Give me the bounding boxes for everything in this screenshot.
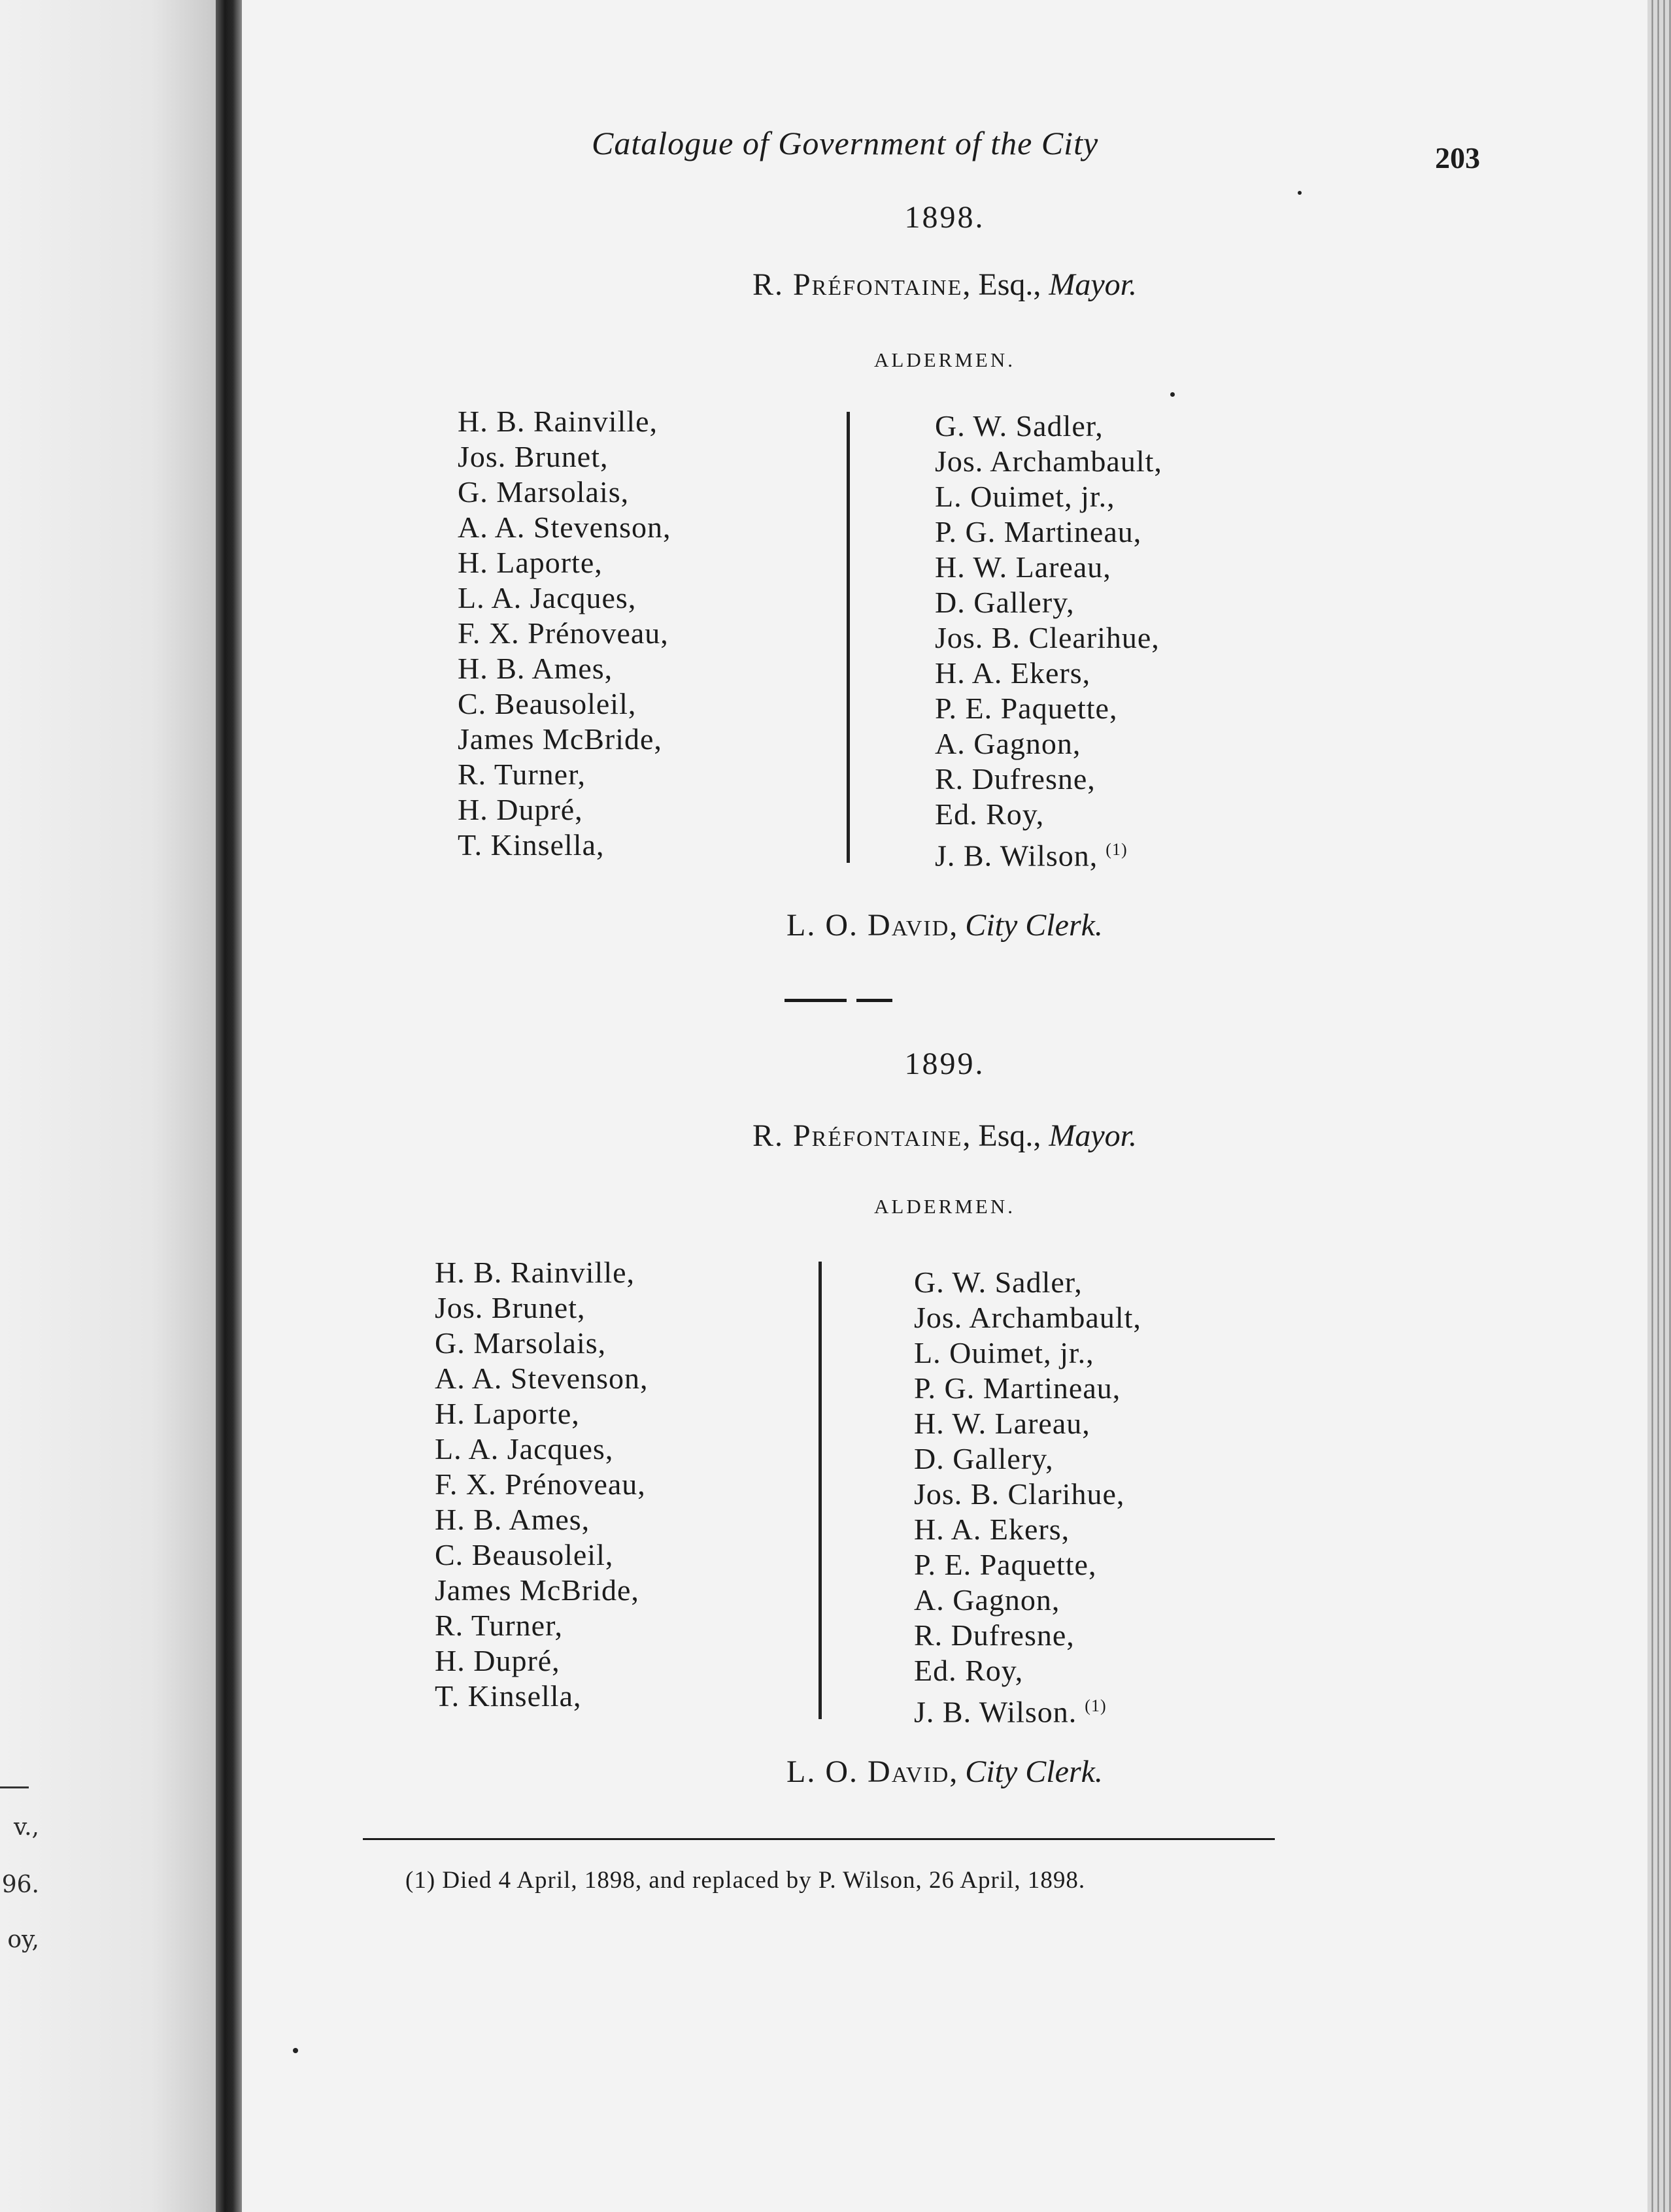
- footnote-rule: [363, 1838, 1275, 1840]
- mayor-role: Mayor.: [1049, 267, 1138, 302]
- aldermen-heading: ALDERMEN.: [874, 1195, 1015, 1218]
- mayor-role: Mayor.: [1049, 1118, 1138, 1153]
- mayor-line: [242, 267, 1647, 303]
- alderman-name-text: H. A. Ekers,: [935, 656, 1091, 690]
- alderman-name: [914, 1547, 1141, 1583]
- alderman-name: [914, 1300, 1141, 1335]
- clerk-name: L. O. David: [786, 908, 950, 943]
- section-separator: [785, 999, 847, 1002]
- alderman-name: [935, 691, 1162, 726]
- alderman-name: [914, 1512, 1141, 1547]
- alderman-name: C. Beausoleil,: [458, 687, 637, 720]
- mayor-name: R. Préfontaine: [752, 1118, 963, 1153]
- alderman-name: C. Beausoleil,: [435, 1538, 614, 1571]
- left-page-rule: [0, 1786, 29, 1788]
- alderman-name-text: Jos. Archambault,: [914, 1301, 1141, 1334]
- aldermen-heading: ALDERMEN.: [874, 348, 1015, 371]
- alderman-name: [935, 797, 1162, 832]
- alderman-name: [935, 585, 1162, 620]
- alderman-name-text: H. A. Ekers,: [914, 1513, 1070, 1546]
- mayor-name: R. Préfontaine: [752, 267, 963, 302]
- clerk-sep: ,: [949, 1754, 966, 1789]
- alderman-name: H. B. Ames,: [435, 1503, 590, 1536]
- alderman-name-text: H. W. Lareau,: [935, 550, 1111, 584]
- alderman-name: [935, 656, 1162, 691]
- left-page-fragment: 96.: [1, 1871, 39, 1898]
- alderman-name: [914, 1583, 1141, 1618]
- page-edges: [1647, 0, 1671, 2212]
- column-divider: [819, 1262, 822, 1719]
- clerk-line: [242, 907, 1647, 943]
- alderman-name: G. Marsolais,: [458, 475, 630, 509]
- footnote: (1) Died 4 April, 1898, and replaced by P. Wilson, 26 April, 1898.: [405, 1867, 1086, 1894]
- alderman-name: [914, 1653, 1141, 1688]
- aldermen-right-column: [935, 409, 1162, 873]
- alderman-name: T. Kinsella,: [458, 828, 605, 862]
- alderman-name-text: R. Dufresne,: [914, 1618, 1075, 1652]
- alderman-name-text: G. W. Sadler,: [935, 409, 1104, 443]
- aldermen-left-column: [435, 1255, 649, 1714]
- clerk-role: City Clerk.: [965, 1754, 1103, 1789]
- clerk-name: L. O. David: [786, 1754, 950, 1789]
- footnote-mark: (1): [1106, 840, 1128, 859]
- alderman-name: [935, 444, 1162, 479]
- book-gutter: [216, 0, 242, 2212]
- alderman-name: H. Laporte,: [435, 1397, 580, 1430]
- alderman-name: [935, 479, 1162, 514]
- alderman-name-text: Ed. Roy,: [914, 1654, 1024, 1687]
- alderman-name-text: J. B. Wilson,: [935, 839, 1098, 873]
- alderman-name-text: D. Gallery,: [935, 586, 1075, 619]
- alderman-name-text: D. Gallery,: [914, 1442, 1054, 1475]
- alderman-name-text: J. B. Wilson.: [914, 1695, 1077, 1729]
- alderman-name: H. Dupré,: [458, 793, 583, 826]
- alderman-name: G. Marsolais,: [435, 1326, 607, 1360]
- alderman-name: H. B. Rainville,: [458, 405, 658, 438]
- alderman-name: [914, 1618, 1141, 1653]
- alderman-name-text: Jos. B. Clarihue,: [914, 1477, 1125, 1511]
- alderman-name: Jos. Brunet,: [458, 440, 609, 473]
- alderman-name: [935, 550, 1162, 585]
- page-number: 203: [1435, 141, 1480, 175]
- alderman-name-text: H. W. Lareau,: [914, 1407, 1090, 1440]
- ink-speck: [293, 2048, 298, 2053]
- alderman-name: R. Turner,: [458, 758, 586, 791]
- ink-speck: [1170, 392, 1175, 397]
- alderman-name: [935, 726, 1162, 762]
- alderman-name-text: Jos. B. Clearihue,: [935, 621, 1160, 654]
- column-divider: [847, 412, 850, 863]
- alderman-name-text: Jos. Archambault,: [935, 444, 1162, 478]
- alderman-name: R. Turner,: [435, 1609, 564, 1642]
- alderman-name: [935, 514, 1162, 550]
- alderman-name: James McBride,: [458, 722, 662, 756]
- alderman-name-text: P. E. Paquette,: [914, 1548, 1097, 1581]
- alderman-name: L. A. Jacques,: [458, 581, 637, 614]
- alderman-name: [914, 1265, 1141, 1300]
- alderman-name-text: R. Dufresne,: [935, 762, 1096, 796]
- alderman-name: H. Laporte,: [458, 546, 603, 579]
- footnote-mark: (1): [1085, 1696, 1107, 1715]
- alderman-name: [914, 1688, 1141, 1730]
- mayor-title: , Esq.,: [962, 1118, 1049, 1153]
- alderman-name: [914, 1477, 1141, 1512]
- running-head: Catalogue of Government of the City: [592, 125, 1099, 161]
- ink-speck: [1298, 191, 1302, 195]
- alderman-name: A. A. Stevenson,: [458, 511, 671, 544]
- section-year: 1898.: [904, 200, 985, 235]
- aldermen-right-column: [914, 1265, 1141, 1730]
- alderman-name-text: P. G. Martineau,: [935, 515, 1142, 548]
- alderman-name: [935, 620, 1162, 656]
- alderman-name-text: G. W. Sadler,: [914, 1265, 1083, 1299]
- alderman-name: [935, 409, 1162, 444]
- alderman-name-text: A. Gagnon,: [914, 1583, 1060, 1617]
- alderman-name: F. X. Prénoveau,: [458, 616, 669, 650]
- section-year: 1899.: [904, 1047, 985, 1081]
- aldermen-left-column: [458, 404, 671, 863]
- alderman-name: H. B. Ames,: [458, 652, 613, 685]
- alderman-name: [935, 832, 1162, 873]
- clerk-line: [242, 1754, 1647, 1790]
- left-page-fragment: v.,: [14, 1814, 39, 1841]
- alderman-name-text: A. Gagnon,: [935, 727, 1081, 760]
- alderman-name: A. A. Stevenson,: [435, 1362, 649, 1395]
- alderman-name: T. Kinsella,: [435, 1679, 582, 1713]
- clerk-role: City Clerk.: [965, 908, 1103, 943]
- alderman-name: H. B. Rainville,: [435, 1256, 635, 1289]
- alderman-name: [914, 1335, 1141, 1371]
- alderman-name: Jos. Brunet,: [435, 1291, 586, 1324]
- alderman-name: [935, 762, 1162, 797]
- alderman-name: F. X. Prénoveau,: [435, 1467, 646, 1501]
- alderman-name: L. A. Jacques,: [435, 1432, 614, 1466]
- mayor-title: , Esq.,: [962, 267, 1049, 302]
- alderman-name-text: P. E. Paquette,: [935, 692, 1118, 725]
- alderman-name-text: L. Ouimet, jr.,: [935, 480, 1115, 513]
- clerk-sep: ,: [949, 908, 966, 943]
- alderman-name: [914, 1406, 1141, 1441]
- alderman-name-text: P. G. Martineau,: [914, 1371, 1121, 1405]
- section-separator: [856, 999, 892, 1002]
- alderman-name: [914, 1371, 1141, 1406]
- left-page-fragment: oy,: [7, 1926, 39, 1953]
- alderman-name: H. Dupré,: [435, 1644, 560, 1677]
- alderman-name: James McBride,: [435, 1573, 639, 1607]
- mayor-line: [242, 1118, 1647, 1154]
- alderman-name-text: Ed. Roy,: [935, 797, 1045, 831]
- alderman-name-text: L. Ouimet, jr.,: [914, 1336, 1094, 1369]
- alderman-name: [914, 1441, 1141, 1477]
